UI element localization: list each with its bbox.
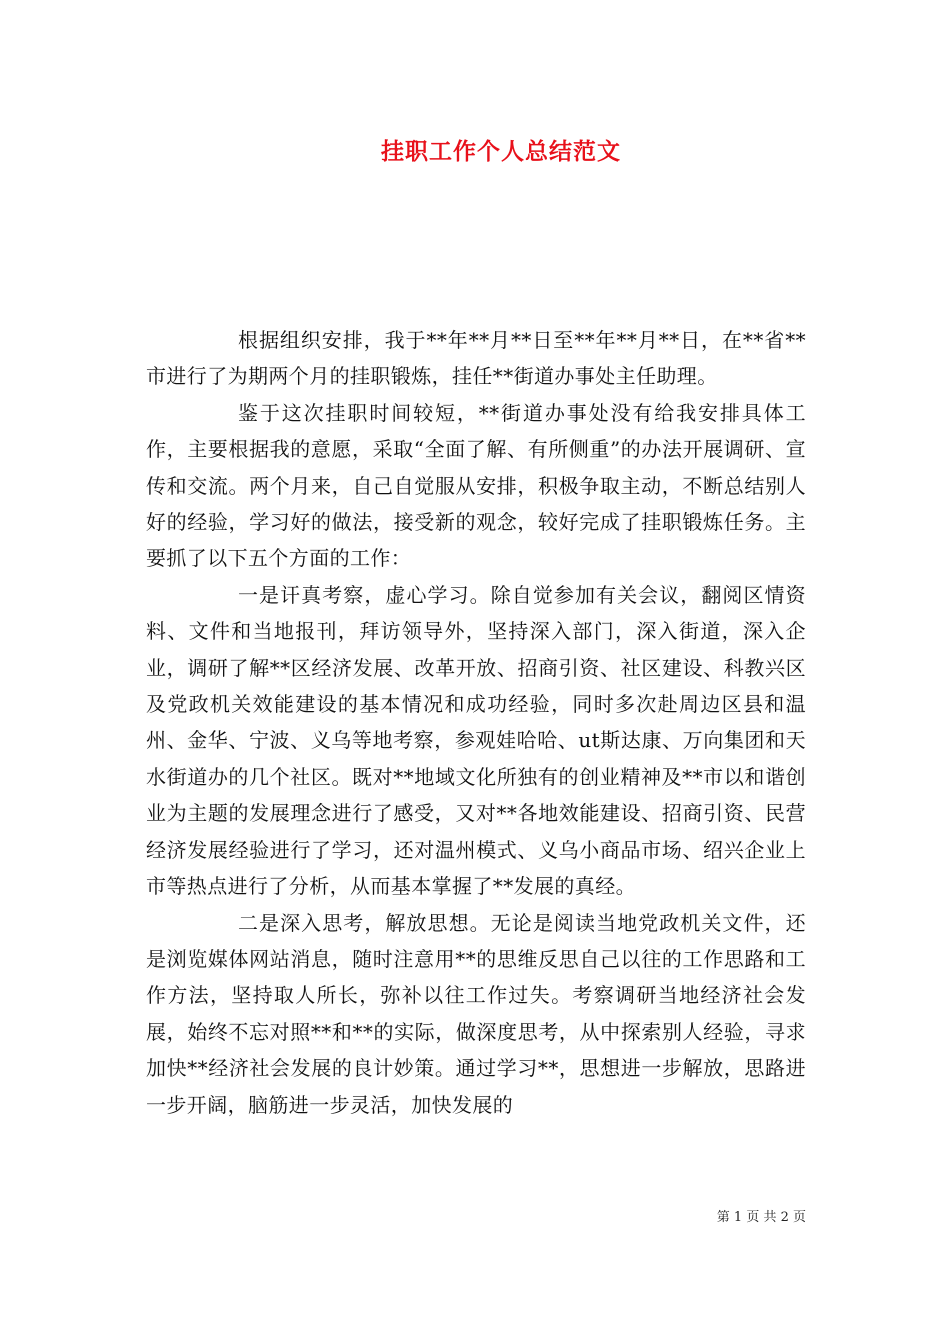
paragraph-3: 一是讦真考察，虚心学习。除自觉参加有关会议，翻阅区情资料、文件和当地报刊，拜访领导外，坚持深入部门，深入街道，深入企业，调研了解**区经济发展、改革开放、招商引资、社区建设、科教兴区及党政机关效能建设的基本情况和成功经验，同时多次赴周边区县和温州、金华、宁波、义乌等地考察，参观娃哈哈、ut斯达康、万向集团和天水街道办的几个社区。既对**地域文化所独有的创业精神及**市以和谐创业为主题的发展理念进行了感受，又对**各地效能建设、招商引资、民营经济发展经验进行了学习，还对温州模式、义乌小商品市场、绍兴企业上市等热点进行了分析，从而基本掌握了**发展的真经。 <box>146 582 806 899</box>
document-body <box>146 322 806 1123</box>
page-number-footer: 第 1 页 共 2 页 <box>716 1210 806 1225</box>
paragraph-4: 二是深入思考，解放思想。无论是阅读当地党政机关文件，还是浏览媒体网站消息，随时注意用**的思维反思自己以往的工作思路和工作方法，坚持取人所长，弥补以往工作过失。考察调研当地经济社会发展，始终不忘对照**和**的实际，做深度思考，从中探索别人经验，寻求加快**经济社会发展的良计妙策。通过学习**，思想进一步解放，思路进一步开阔，脑筋进一步灵活，加快发展的 <box>146 910 806 1117</box>
paragraph-1: 根据组织安排，我于**年**月**日至**年**月**日，在**省**市进行了为期两个月的挂职锻炼，挂任**街道办事处主任助理。 <box>146 328 806 389</box>
document-title: 挂职工作个人总结范文 <box>381 138 621 165</box>
paragraph-2: 鉴于这次挂职时间较短，**街道办事处没有给我安排具体工作，主要根据我的意愿，采取“全面了解、有所侧重”的办法开展调研、宣传和交流。两个月来，自己自觉服从安排，积极争取主动，不断总结别人好的经验，学习好的做法，接受新的观念，较好完成了挂职锻炼任务。主要抓了以下五个方面的工作： <box>146 400 806 571</box>
